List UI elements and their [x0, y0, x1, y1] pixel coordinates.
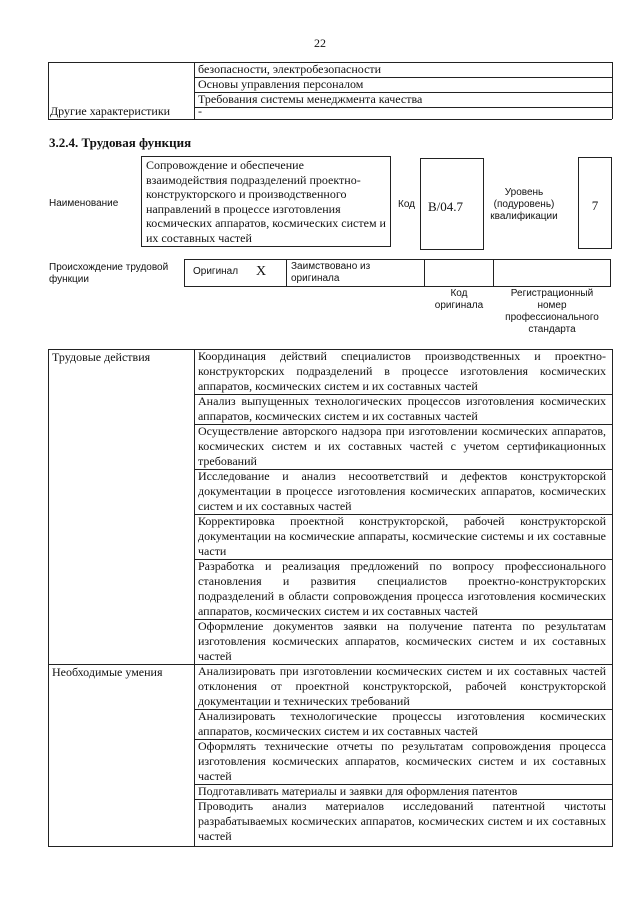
labor-actions-label: Трудовые действия	[52, 350, 151, 364]
other-characteristics-label: Другие характеристики	[50, 104, 171, 118]
section-title: 3.2.4. Трудовая функция	[49, 135, 192, 150]
skill-item: Оформлять технические отчеты по результатам сопровождения процесса изготовления космических аппаратов, космических систем и их составных частей	[198, 739, 606, 783]
code-box	[420, 158, 484, 250]
skill-item: Анализировать при изготовлении космических систем и их составных частей отклонения от проектной конструкторской, рабочей конструкторской документации и технических требований	[198, 664, 606, 708]
level-label: Уровень (подуровень) квалификации	[490, 187, 558, 222]
original-mark: X	[256, 264, 267, 279]
education-line: Основы управления персоналом	[198, 77, 364, 91]
code-original-label: Код оригинала	[434, 288, 484, 311]
original-label: Оригинал	[193, 266, 239, 277]
function-name-box	[141, 156, 391, 247]
level-value: 7	[591, 198, 599, 213]
level-box	[578, 157, 612, 249]
skills-label: Необходимые умения	[52, 665, 163, 679]
labor-action-item: Исследование и анализ несоответствий и дефектов конструкторской документации в процессе изготовления космических аппаратов, космических систем и их составных частей	[198, 469, 606, 513]
function-name: Сопровождение и обеспечение взаимодействия подразделений проектно-конструкторского и производственного направлений в процессе изготовления космических аппаратов, космических систем и их составных частей	[146, 158, 386, 245]
name-label: Наименование	[49, 198, 119, 209]
education-line: безопасности, электробезопасности	[198, 62, 382, 76]
labor-action-item: Разработка и реализация предложений по вопросу профессионального становления и развития специалистов проектно-конструкторских подразделений в области сопровождения процесса изготовления космических аппаратов, космических систем и их составных частей	[198, 559, 606, 618]
labor-action-item: Корректировка проектной конструкторской, рабочей конструкторской документации на космические аппараты, космические системы и их составные части	[198, 514, 606, 558]
labor-action-item: Анализ выпущенных технологических процессов изготовления космических аппаратов, космических систем и их составных частей	[198, 394, 606, 423]
other-characteristics-value: -	[198, 104, 202, 118]
labor-action-item: Осуществление авторского надзора при изготовлении космических аппаратов, космических систем и их составных частей с учетом сертификационных требований	[198, 424, 606, 468]
origin-label: Происхождение трудовой функции	[49, 262, 169, 285]
skill-item: Анализировать технологические процессы изготовления космических аппаратов, космических систем и их составных частей	[198, 709, 606, 738]
code-label: Код	[398, 199, 416, 210]
borrowed-label: Заимствовано из оригинала	[291, 261, 371, 284]
labor-action-item: Координация действий специалистов производственных и проектно-конструкторских подразделений в процессе изготовления космических аппаратов, космических систем и их составных частей	[198, 349, 606, 393]
skill-item: Проводить анализ материалов исследований патентной чистоты разрабатываемых космических аппаратов, космических систем и их составных частей	[198, 799, 606, 843]
education-line: Требования системы менеджмента качества	[198, 92, 423, 106]
page-number: 22	[314, 36, 326, 50]
code-value: B/04.7	[428, 199, 464, 214]
labor-action-item: Оформление документов заявки на получение патента по результатам изготовления космических аппаратов, космических систем и их составных частей	[198, 619, 606, 663]
reg-number-label: Регистрационный номер профессионального стандарта	[505, 288, 599, 335]
skill-item: Подготавливать материалы и заявки для оформления патентов	[198, 784, 518, 798]
